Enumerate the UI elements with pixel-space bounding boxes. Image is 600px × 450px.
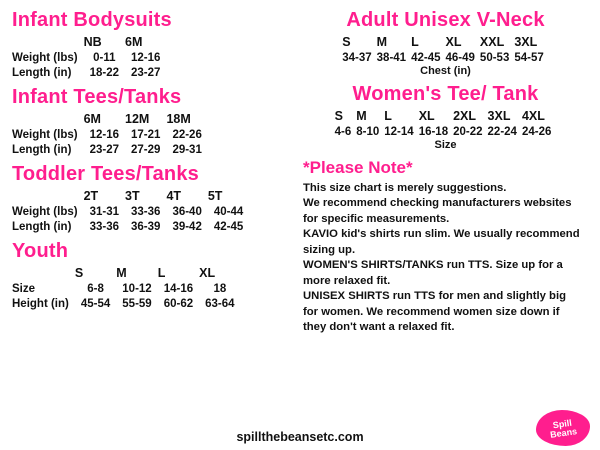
- section-title: Toddler Tees/Tanks: [12, 163, 199, 185]
- header-cell: 4XL: [521, 108, 545, 123]
- table-header-row: [12, 110, 208, 127]
- header-cell: 3XL: [487, 108, 511, 123]
- cell: 46-49: [445, 51, 475, 64]
- size-table-infant-tees-tanks: [12, 110, 208, 157]
- table-row: [12, 204, 249, 219]
- header-cell: L: [411, 34, 419, 49]
- header-cell: S: [334, 108, 343, 123]
- cell: 31-31: [89, 205, 120, 218]
- cell: 14-16: [163, 282, 194, 295]
- header-cell: M: [356, 108, 367, 123]
- cell: 18-22: [89, 66, 120, 79]
- table-row: [335, 124, 557, 139]
- cell: 22-26: [172, 128, 202, 141]
- logo-text: Spill Beans: [549, 417, 578, 440]
- header-cell: 4T: [166, 188, 182, 203]
- note-line: This size chart is merely suggestions.: [303, 182, 507, 194]
- header-cell: 6M: [83, 111, 101, 126]
- right-column: [295, 10, 588, 450]
- header-cell: 18M: [166, 111, 191, 126]
- cell: 17-21: [131, 128, 161, 141]
- header-cell: L: [157, 265, 166, 280]
- cell: 45-54: [80, 297, 111, 310]
- footer-website: spillthebeansetc.com: [236, 430, 364, 444]
- table-header-row: [12, 264, 241, 281]
- size-table-youth: [12, 264, 241, 311]
- cell: 34-37: [342, 51, 372, 64]
- note-body: [303, 181, 588, 335]
- size-table-infant-bodysuits: [12, 33, 166, 80]
- cell: 20-22: [453, 125, 483, 138]
- row-label: Weight (lbs): [12, 205, 78, 218]
- cell: 50-53: [479, 51, 510, 64]
- row-label: Length (in): [12, 66, 72, 79]
- cell: 12-16: [89, 128, 120, 141]
- table-row: [12, 281, 241, 296]
- cell: 23-27: [89, 143, 120, 156]
- note-line: We recommend checking manufacturers websites: [303, 197, 572, 210]
- cell: 36-39: [131, 220, 161, 233]
- cell: 22-24: [487, 125, 517, 138]
- header-cell: 2T: [83, 188, 99, 203]
- table-row: [12, 65, 166, 80]
- cell: 10-12: [122, 282, 152, 295]
- row-label: Length (in): [12, 143, 72, 156]
- header-cell: 3T: [125, 188, 140, 203]
- row-label: Height (in): [12, 297, 69, 310]
- cell: 27-29: [131, 143, 161, 156]
- row-label: Weight (lbs): [12, 51, 78, 64]
- table-header-row: [12, 33, 166, 50]
- cell: 6-8: [87, 282, 104, 295]
- table-row: [12, 219, 249, 234]
- cell: 40-44: [213, 205, 244, 218]
- size-table-adult-unisex-vneck: [342, 33, 549, 65]
- row-label: Size: [12, 282, 36, 295]
- brand-logo: [534, 408, 592, 448]
- section-youth: [12, 241, 295, 311]
- note-line: more relaxed fit.: [303, 274, 391, 287]
- cell: 36-40: [172, 205, 202, 218]
- header-cell: M: [116, 265, 127, 280]
- header-cell: S: [74, 265, 84, 280]
- cell: 4-6: [334, 125, 352, 138]
- left-column: [12, 10, 295, 450]
- cell: 12-16: [131, 51, 161, 64]
- size-table-womens-tee-tank: [335, 107, 557, 139]
- table-row: [12, 127, 208, 142]
- table-header-row: [342, 33, 549, 50]
- header-cell: XL: [445, 34, 462, 49]
- cell: 39-42: [172, 220, 202, 233]
- section-infant-tees-tanks: [12, 87, 295, 157]
- header-cell: L: [384, 108, 392, 123]
- section-title: Women's Tee/ Tank: [352, 83, 539, 105]
- header-blank: [12, 110, 84, 127]
- table-row: [12, 142, 208, 157]
- header-cell: 2XL: [453, 108, 477, 123]
- section-title: Adult Unisex V-Neck: [346, 9, 545, 31]
- cell: 54-57: [514, 51, 544, 64]
- cell: 24-26: [521, 125, 552, 138]
- section-title: Youth: [12, 240, 69, 262]
- header-cell: S: [342, 34, 351, 49]
- note-line: KAVIO kid's shirts run slim. We usually recommend: [303, 228, 580, 241]
- cell: 33-36: [89, 220, 120, 233]
- cell: 55-59: [122, 297, 152, 310]
- section-toddler-tees-tanks: [12, 164, 295, 234]
- cell: 38-41: [376, 51, 407, 64]
- cell: 23-27: [131, 66, 161, 79]
- section-adult-unisex-vneck: [303, 10, 588, 77]
- note-line: WOMEN'S SHIRTS/TANKS run TTS. Size up for a: [303, 259, 563, 272]
- cell: 63-64: [205, 297, 235, 310]
- table-header-row: [335, 107, 557, 124]
- header-cell: NB: [83, 34, 102, 49]
- header-cell: 5T: [207, 188, 223, 203]
- note-line: for women. We recommend women size down if: [303, 305, 560, 318]
- cell: 0-11: [93, 51, 116, 64]
- section-infant-bodysuits: [12, 10, 295, 80]
- table-caption: Chest (in): [420, 65, 471, 77]
- row-label: Length (in): [12, 220, 72, 233]
- section-womens-tee-tank: [303, 84, 588, 151]
- size-table-toddler-tees-tanks: [12, 187, 249, 234]
- header-cell: XL: [418, 108, 435, 123]
- cell: 8-10: [356, 125, 380, 138]
- header-cell: 12M: [125, 111, 150, 126]
- cell: 18: [213, 282, 227, 295]
- cell: 42-45: [411, 51, 441, 64]
- section-please-note: [303, 158, 588, 335]
- row-label: Weight (lbs): [12, 128, 78, 141]
- note-title: *Please Note*: [303, 158, 413, 177]
- table-caption: Size: [434, 139, 457, 151]
- cell: 12-14: [384, 125, 414, 138]
- note-line: UNISEX SHIRTS run TTS for men and slightly big: [303, 290, 566, 303]
- header-cell: XXL: [479, 34, 505, 49]
- cell: 33-36: [131, 205, 161, 218]
- two-column-layout: [12, 10, 588, 450]
- note-line: they don't want a relaxed fit.: [303, 321, 455, 334]
- note-line: sizing up.: [303, 243, 356, 256]
- header-blank: [12, 264, 75, 281]
- header-cell: 3XL: [514, 34, 538, 49]
- header-cell: M: [376, 34, 388, 49]
- header-blank: [12, 33, 84, 50]
- note-line: for specific measurements.: [303, 212, 450, 225]
- table-row: [12, 296, 241, 311]
- cell: 42-45: [213, 220, 244, 233]
- cell: 16-18: [418, 125, 449, 138]
- cell: 29-31: [172, 143, 202, 156]
- section-title: Infant Tees/Tanks: [12, 86, 182, 108]
- section-title: Infant Bodysuits: [12, 9, 172, 31]
- cell: 60-62: [163, 297, 194, 310]
- table-row: [342, 50, 549, 65]
- table-row: [12, 50, 166, 65]
- table-header-row: [12, 187, 249, 204]
- header-cell: 6M: [125, 34, 143, 49]
- header-cell: XL: [199, 265, 216, 280]
- header-blank: [12, 187, 84, 204]
